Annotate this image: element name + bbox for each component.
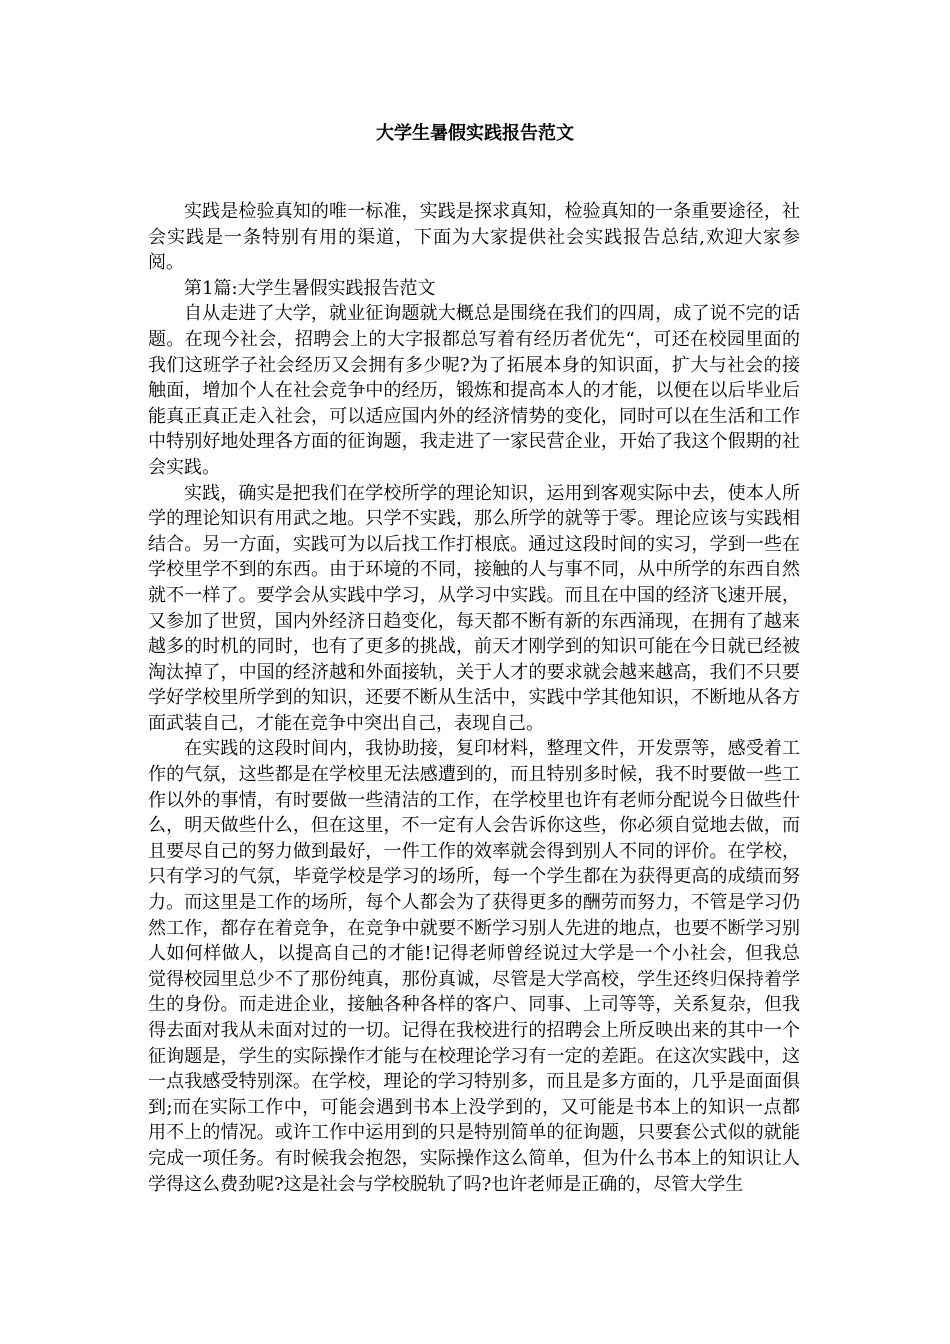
body-paragraph: 自从走进了大学，就业征询题就大概总是围绕在我们的四周，成了说不完的话题。在现今社会，招聘会上的大字报都总写着有经历者优先“，可还在校园里面的我们这班学子社会经历又会拥有多少呢?为了拓展本身的知识面，扩大与社会的接触面，增加个人在社会竞争中的经历，锻炼和提高本人的才能，以便在以后毕业后能真正真正走入社会，可以适应国内外的经济情势的变化，同时可以在生活和工作中特别好地处理各方面的征询题，我走进了一家民营企业，开始了我这个假期的社会实践。: [148, 303, 800, 478]
document-title: 大学生暑假实践报告范文: [376, 123, 574, 144]
intro-paragraph: 实践是检验真知的唯一标准，实践是探求真知，检验真知的一条重要途径，社会实践是一条特别有用的渠道，下面为大家提供社会实践报告总结,欢迎大家参阅。: [148, 201, 800, 274]
body-paragraph: 在实践的这段时间内，我协助接，复印材料，整理文件，开发票等，感受着工作的气氛，这些都是在学校里无法感遭到的，而且特别多时候，我不时要做一些工作以外的事情，有时要做一些清洁的工作，在学校里也许有老师分配说今日做些什么，明天做些什么，但在这里，不一定有人会告诉你这些，你必须自觉地去做，而且要尽自己的努力做到最好，一件工作的效率就会得到别人不同的评价。在学校，只有学习的气氛，毕竟学校是学习的场所，每一个学生都在为获得更高的成绩而努力。而这里是工作的场所，每个人都会为了获得更多的酬劳而努力，不管是学习仍然工作，都存在着竞争，在竞争中就要不断学习别人先进的地点，也要不断学习别人如何样做人，以提高自己的才能!记得老师曾经说过大学是一个小社会，但我总觉得校园里总少不了那份纯真，那份真诚，尽管是大学高校，学生还终归保持着学生的身份。而走进企业，接触各种各样的客户、同事、上司等等，关系复杂，但我得去面对我从未面对过的一切。记得在我校进行的招聘会上所反映出来的其中一个征询题是，学生的实际操作才能与在校理论学习有一定的差距。在这次实践中，这一点我感受特别深。在学校，理论的学习特别多，而且是多方面的，几乎是面面俱到;而在实际工作中，可能会遇到书本上没学到的，又可能是书本上的知识一点都用不上的情况。或许工作中运用到的只是特别简单的征询题，只要套公式似的就能完成一项任务。有时候我会抱怨，实际操作这么简单，但为什么书本上的知识让人学得这么费劲呢?这是社会与学校脱轨了吗?也许老师是正确的，尽管大学生: [148, 738, 800, 1195]
body-paragraph: 实践，确实是把我们在学校所学的理论知识，运用到客观实际中去，使本人所学的理论知识有用武之地。只学不实践，那么所学的就等于零。理论应该与实践相结合。另一方面，实践可为以后找工作打根底。通过这段时间的实习，学到一些在学校里学不到的东西。由于环境的不同，接触的人与事不同，从中所学的东西自然就不一样了。要学会从实践中学习，从学习中实践。而且在中国的经济飞速开展，又参加了世贸，国内外经济日趋变化，每天都不断有新的东西涌现，在拥有了越来越多的时机的同时，也有了更多的挑战，前天才刚学到的知识可能在今日就已经被淘汰掉了，中国的经济越和外面接轨，关于人才的要求就会越来越高，我们不只要学好学校里所学到的知识，还要不断从生活中，实践中学其他知识，不断地从各方面武装自己，才能在竞争中突出自己，表现自己。: [148, 482, 800, 734]
document-body: [148, 199, 800, 1197]
section-heading: 第1篇:大学生暑假实践报告范文: [184, 277, 436, 299]
